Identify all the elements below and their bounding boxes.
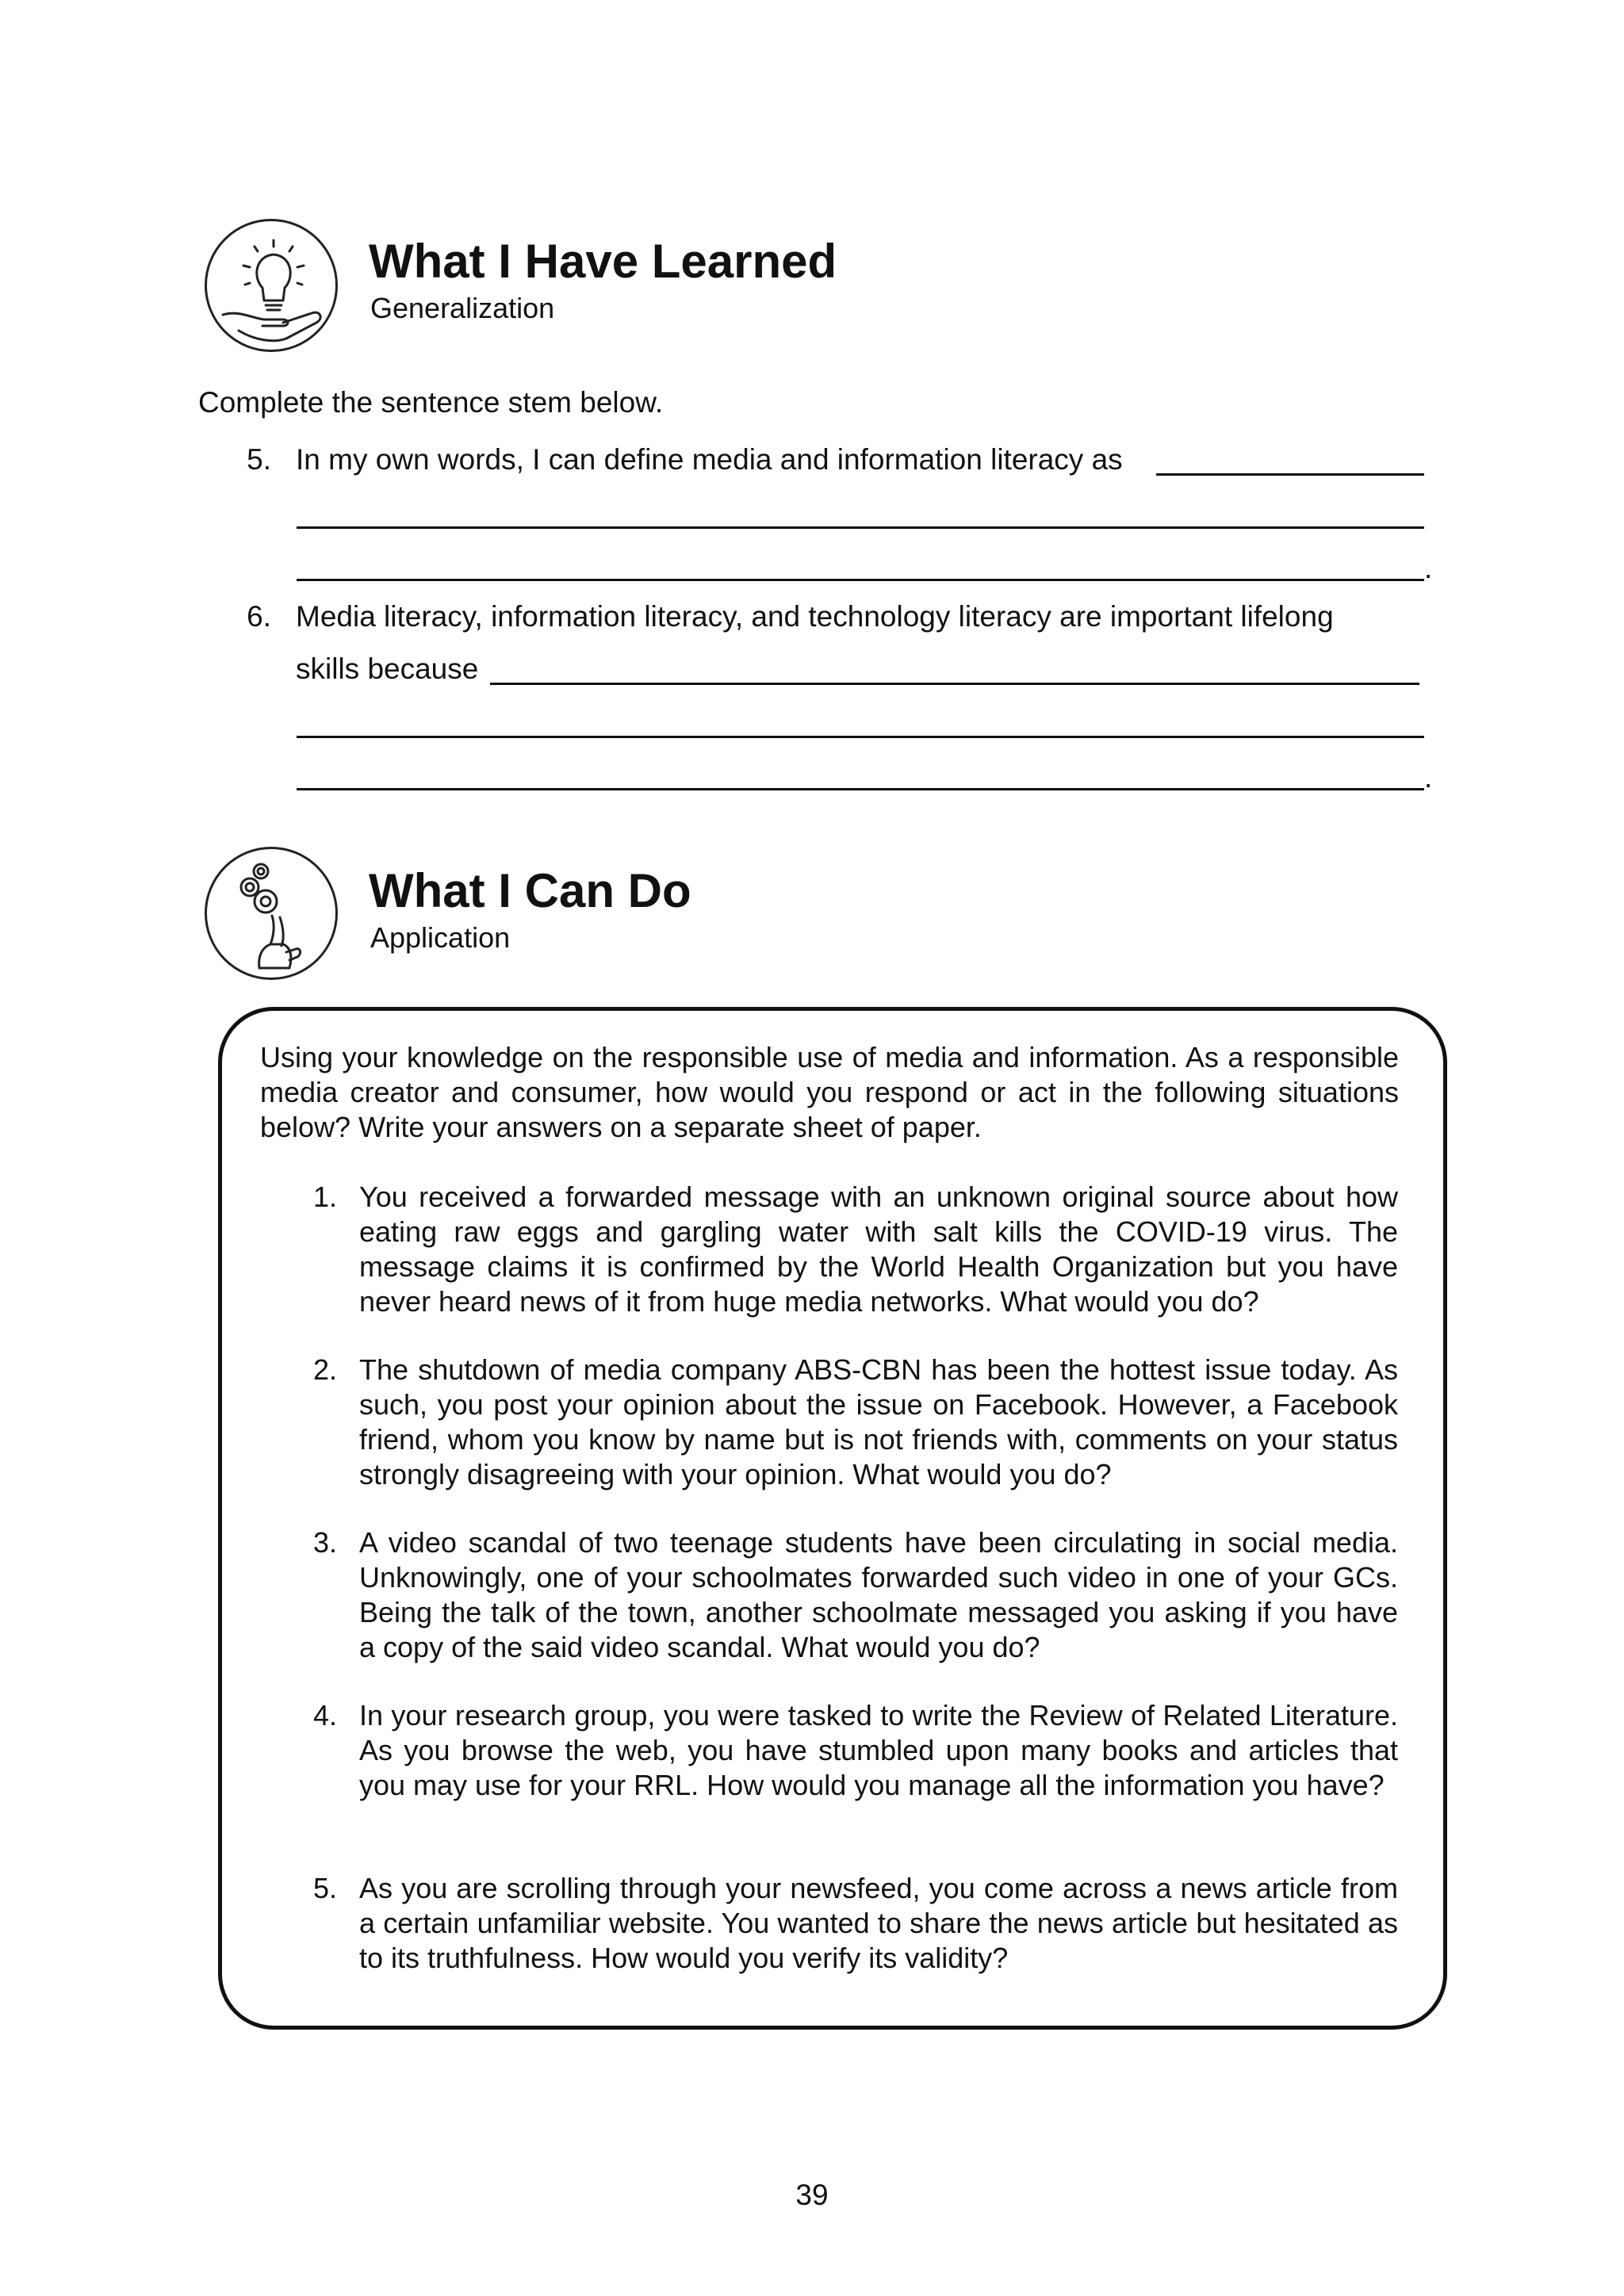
list-item: As you are scrolling through your newsfeed, you come across a news article from a certain unfamiliar website. You wanted to share the news article but hesitated as to its truthfulness. How would you verify its validity?	[359, 1872, 1398, 1974]
answer-line	[490, 683, 1419, 685]
line-period: .	[1424, 552, 1433, 584]
list-item: In your research group, you were tasked to write the Review of Related Literature. As you browse the web, you have stumbled upon many books and articles that you may use for your RRL. How would you manage all the information you have?	[359, 1699, 1398, 1801]
item-number: 5.	[312, 1872, 337, 1904]
section-subtitle: Generalization	[370, 292, 555, 324]
list-item: You received a forwarded message with an unknown original source about how eating raw eggs and gargling water with salt kills the COVID-19 virus. The message claims it is confirmed by the World Health Organization but you have never heard news of it from huge media networks. What would you do?	[359, 1181, 1398, 1318]
answer-line	[297, 579, 1424, 581]
answer-line	[1156, 473, 1424, 476]
stem-number: 6.	[247, 600, 271, 633]
stem-text: Media literacy, information literacy, and technology literacy are important lifelong	[296, 600, 1334, 633]
item-number: 4.	[312, 1699, 337, 1732]
item-number: 1.	[312, 1181, 337, 1213]
section-subtitle: Application	[370, 921, 511, 954]
instruction-text: Complete the sentence stem below.	[198, 386, 664, 419]
answer-line	[297, 788, 1424, 790]
page-number: 39	[795, 2179, 829, 2211]
answer-line	[297, 526, 1424, 529]
section-title: What I Have Learned	[369, 235, 837, 288]
stem-text: In my own words, I can define media and information literacy as	[296, 443, 1123, 476]
stem-text: skills because	[296, 652, 479, 685]
section-title: What I Can Do	[369, 864, 691, 917]
list-item: The shutdown of media company ABS-CBN has been the hottest issue today. As such, you post your opinion about the issue on Facebook. However, a Facebook friend, whom you know by name but is not friends with, comments on your status strongly disagreeing with your opinion. What would you do?	[359, 1353, 1398, 1490]
line-period: .	[1424, 761, 1433, 794]
gears-hand-icon	[205, 847, 338, 980]
item-number: 2.	[312, 1353, 337, 1386]
answer-line	[297, 736, 1424, 738]
item-number: 3.	[312, 1526, 337, 1559]
stem-number: 5.	[247, 443, 271, 476]
box-intro: Using your knowledge on the responsible use of media and information. As a responsible media creator and consumer, how would you respond or act in the following situations below? Write your answers on a separate sheet of paper.	[260, 1041, 1399, 1143]
lightbulb-hand-icon	[205, 219, 338, 352]
list-item: A video scandal of two teenage students have been circulating in social media. Unknowingly, one of your schoolmates forwarded such video in one of your GCs. Being the talk of the town, another schoolmate messaged you asking if you have a copy of the said video scandal. What would you do?	[359, 1526, 1398, 1663]
